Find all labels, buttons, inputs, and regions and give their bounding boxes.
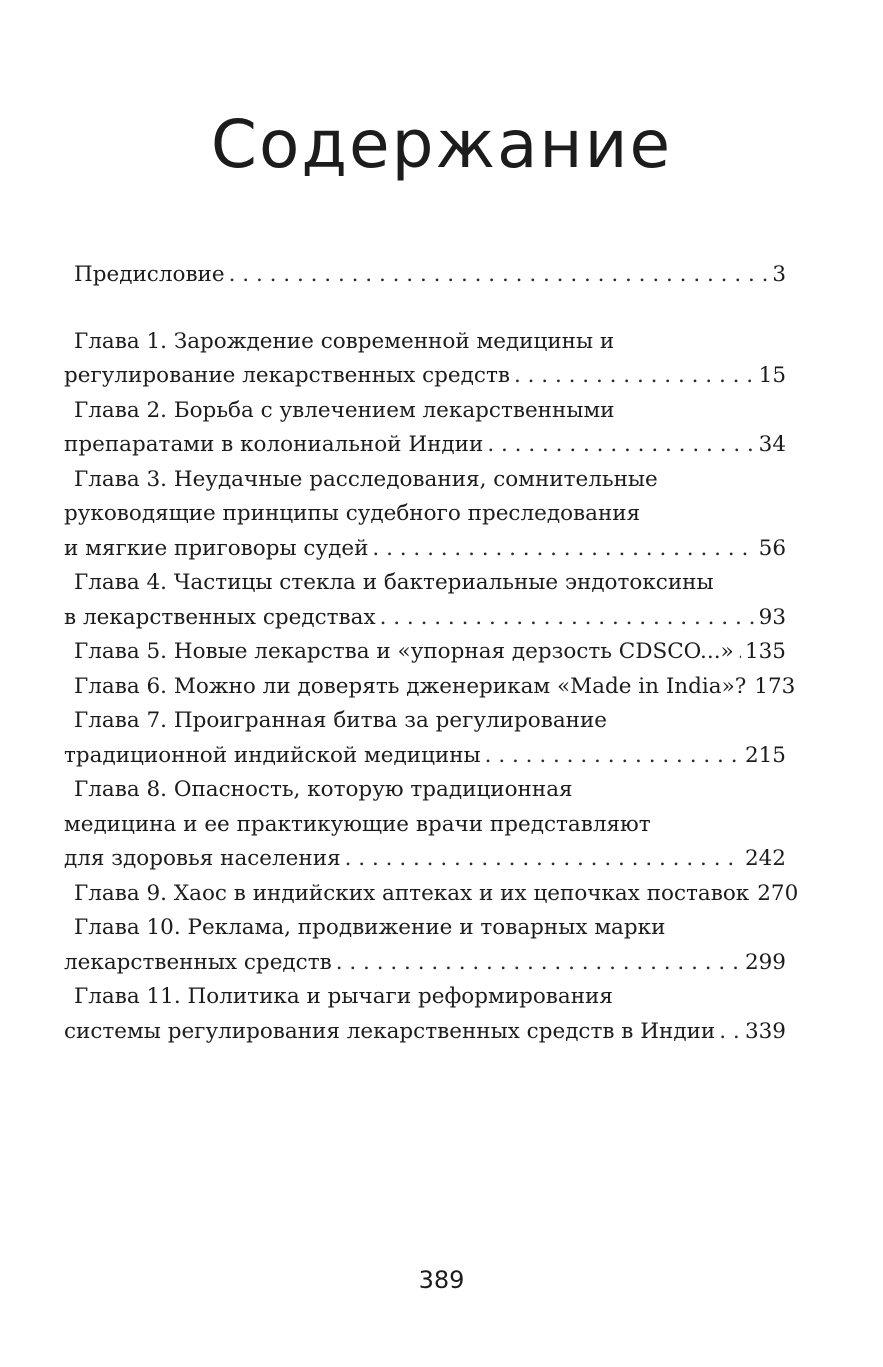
page-number: 389 [418,1266,465,1294]
toc-entry-text: Глава 9. Хаос в индийских аптеках и их цепочках поставок [74,880,750,906]
toc-entry-text: руководящие принципы судебного преследования [64,501,641,526]
toc-entry-chapter-9 [64,877,799,912]
toc-entry-line [64,739,786,774]
toc-entry-chapter-5 [64,635,786,670]
toc-page-number: 339 [744,1018,786,1044]
toc-entry-line [64,980,786,1015]
dot-leader [487,428,754,463]
toc-page-number: 34 [758,432,786,457]
toc-entry-line [64,532,786,567]
toc-entry-text: Глава 3. Неудачные расследования, сомнительные [74,466,658,492]
dot-leader [514,359,755,394]
toc-page-number: 242 [744,846,786,871]
toc-entry-text: Глава 6. Можно ли доверять дженерикам «Made in India»? [74,673,747,699]
toc-page-number: 299 [744,949,786,975]
toc-page-number: 270 [757,880,799,906]
dot-leader [485,739,741,774]
toc-entry-text: регулирование лекарственных средств [64,363,510,388]
dot-leader [380,601,755,636]
toc-page-number: 15 [758,363,786,388]
dot-leader [229,258,769,293]
toc-entry-text: Предисловие [74,262,225,287]
toc-page-number: 56 [758,535,786,561]
toc-entry-text: Глава 7. Проигранная битва за регулирование [74,708,608,733]
toc-entry-text: препаратами в колониальной Индии [64,432,484,457]
toc-entry-chapter-8 [64,773,786,877]
dot-leader [372,532,754,567]
toc-entry-line [64,773,786,808]
toc-entry-line [64,1015,786,1050]
toc-entry-line [64,497,786,532]
toc-entry-text: Глава 1. Зарождение современной медицины и [74,328,615,354]
toc-entry-line [64,877,799,912]
toc-entry-line [64,704,786,739]
toc-page-number: 173 [754,673,796,699]
dot-leader [719,1015,741,1050]
toc-entry-chapter-10 [64,911,786,980]
toc-entry-preface [64,258,786,293]
toc-entry-line [64,325,786,360]
toc-entry-text: лекарственных средств [64,949,332,975]
toc-entry-text: системы регулирования лекарственных средств в Индии [64,1018,716,1044]
toc-entry-line [64,635,786,670]
toc-page-number: 93 [758,604,786,630]
toc-entry-text: Глава 8. Опасность, которую традиционная [74,777,573,802]
table-of-contents [64,258,799,1049]
toc-entry-chapter-3 [64,463,786,567]
toc-entry-text: Глава 11. Политика и рычаги реформирования [74,984,613,1009]
toc-entry-text: и мягкие приговоры судей [64,535,369,561]
toc-entry-chapter-11 [64,980,786,1049]
toc-entry-text: Глава 10. Реклама, продвижение и товарных марки [74,915,666,940]
toc-entry-line [64,911,786,946]
toc-entry-line [64,359,786,394]
toc-entry-chapter-4 [64,566,786,635]
toc-entry-line [64,808,786,843]
toc-entry-text: традиционной индийской медицины [64,742,481,768]
toc-entry-line [64,946,786,981]
toc-page-number: 3 [772,262,786,287]
dot-leader [336,946,741,981]
toc-page-number: 215 [744,742,786,768]
toc-entry-text: в лекарственных средствах [64,604,376,630]
page-title: Содержание [210,106,673,184]
toc-entry-chapter-1 [64,325,786,394]
toc-entry-line [64,566,786,601]
toc-entry-line [64,394,786,429]
toc-entry-line [64,670,796,705]
toc-entry-line [64,842,786,877]
toc-entry-text: медицина и ее практикующие врачи представляют [64,811,651,837]
toc-entry-chapter-6 [64,670,796,705]
dot-leader [738,635,741,670]
toc-entry-text: Глава 2. Борьба с увлечением лекарственными [74,397,615,423]
toc-entry-line [64,601,786,636]
toc-entry-text: для здоровья населения [64,846,341,871]
toc-entry-text: Глава 4. Частицы стекла и бактериальные эндотоксины [74,570,714,595]
toc-entry-chapter-2 [64,394,786,463]
toc-entry-chapter-7 [64,704,786,773]
toc-entry-line [64,463,786,498]
toc-entry-text: Глава 5. Новые лекарства и «упорная дерзость CDSCO...» [74,639,734,664]
toc-page-number: 135 [744,639,786,664]
dot-leader [345,842,741,877]
toc-entry-line [64,258,786,293]
toc-entry-line [64,428,786,463]
